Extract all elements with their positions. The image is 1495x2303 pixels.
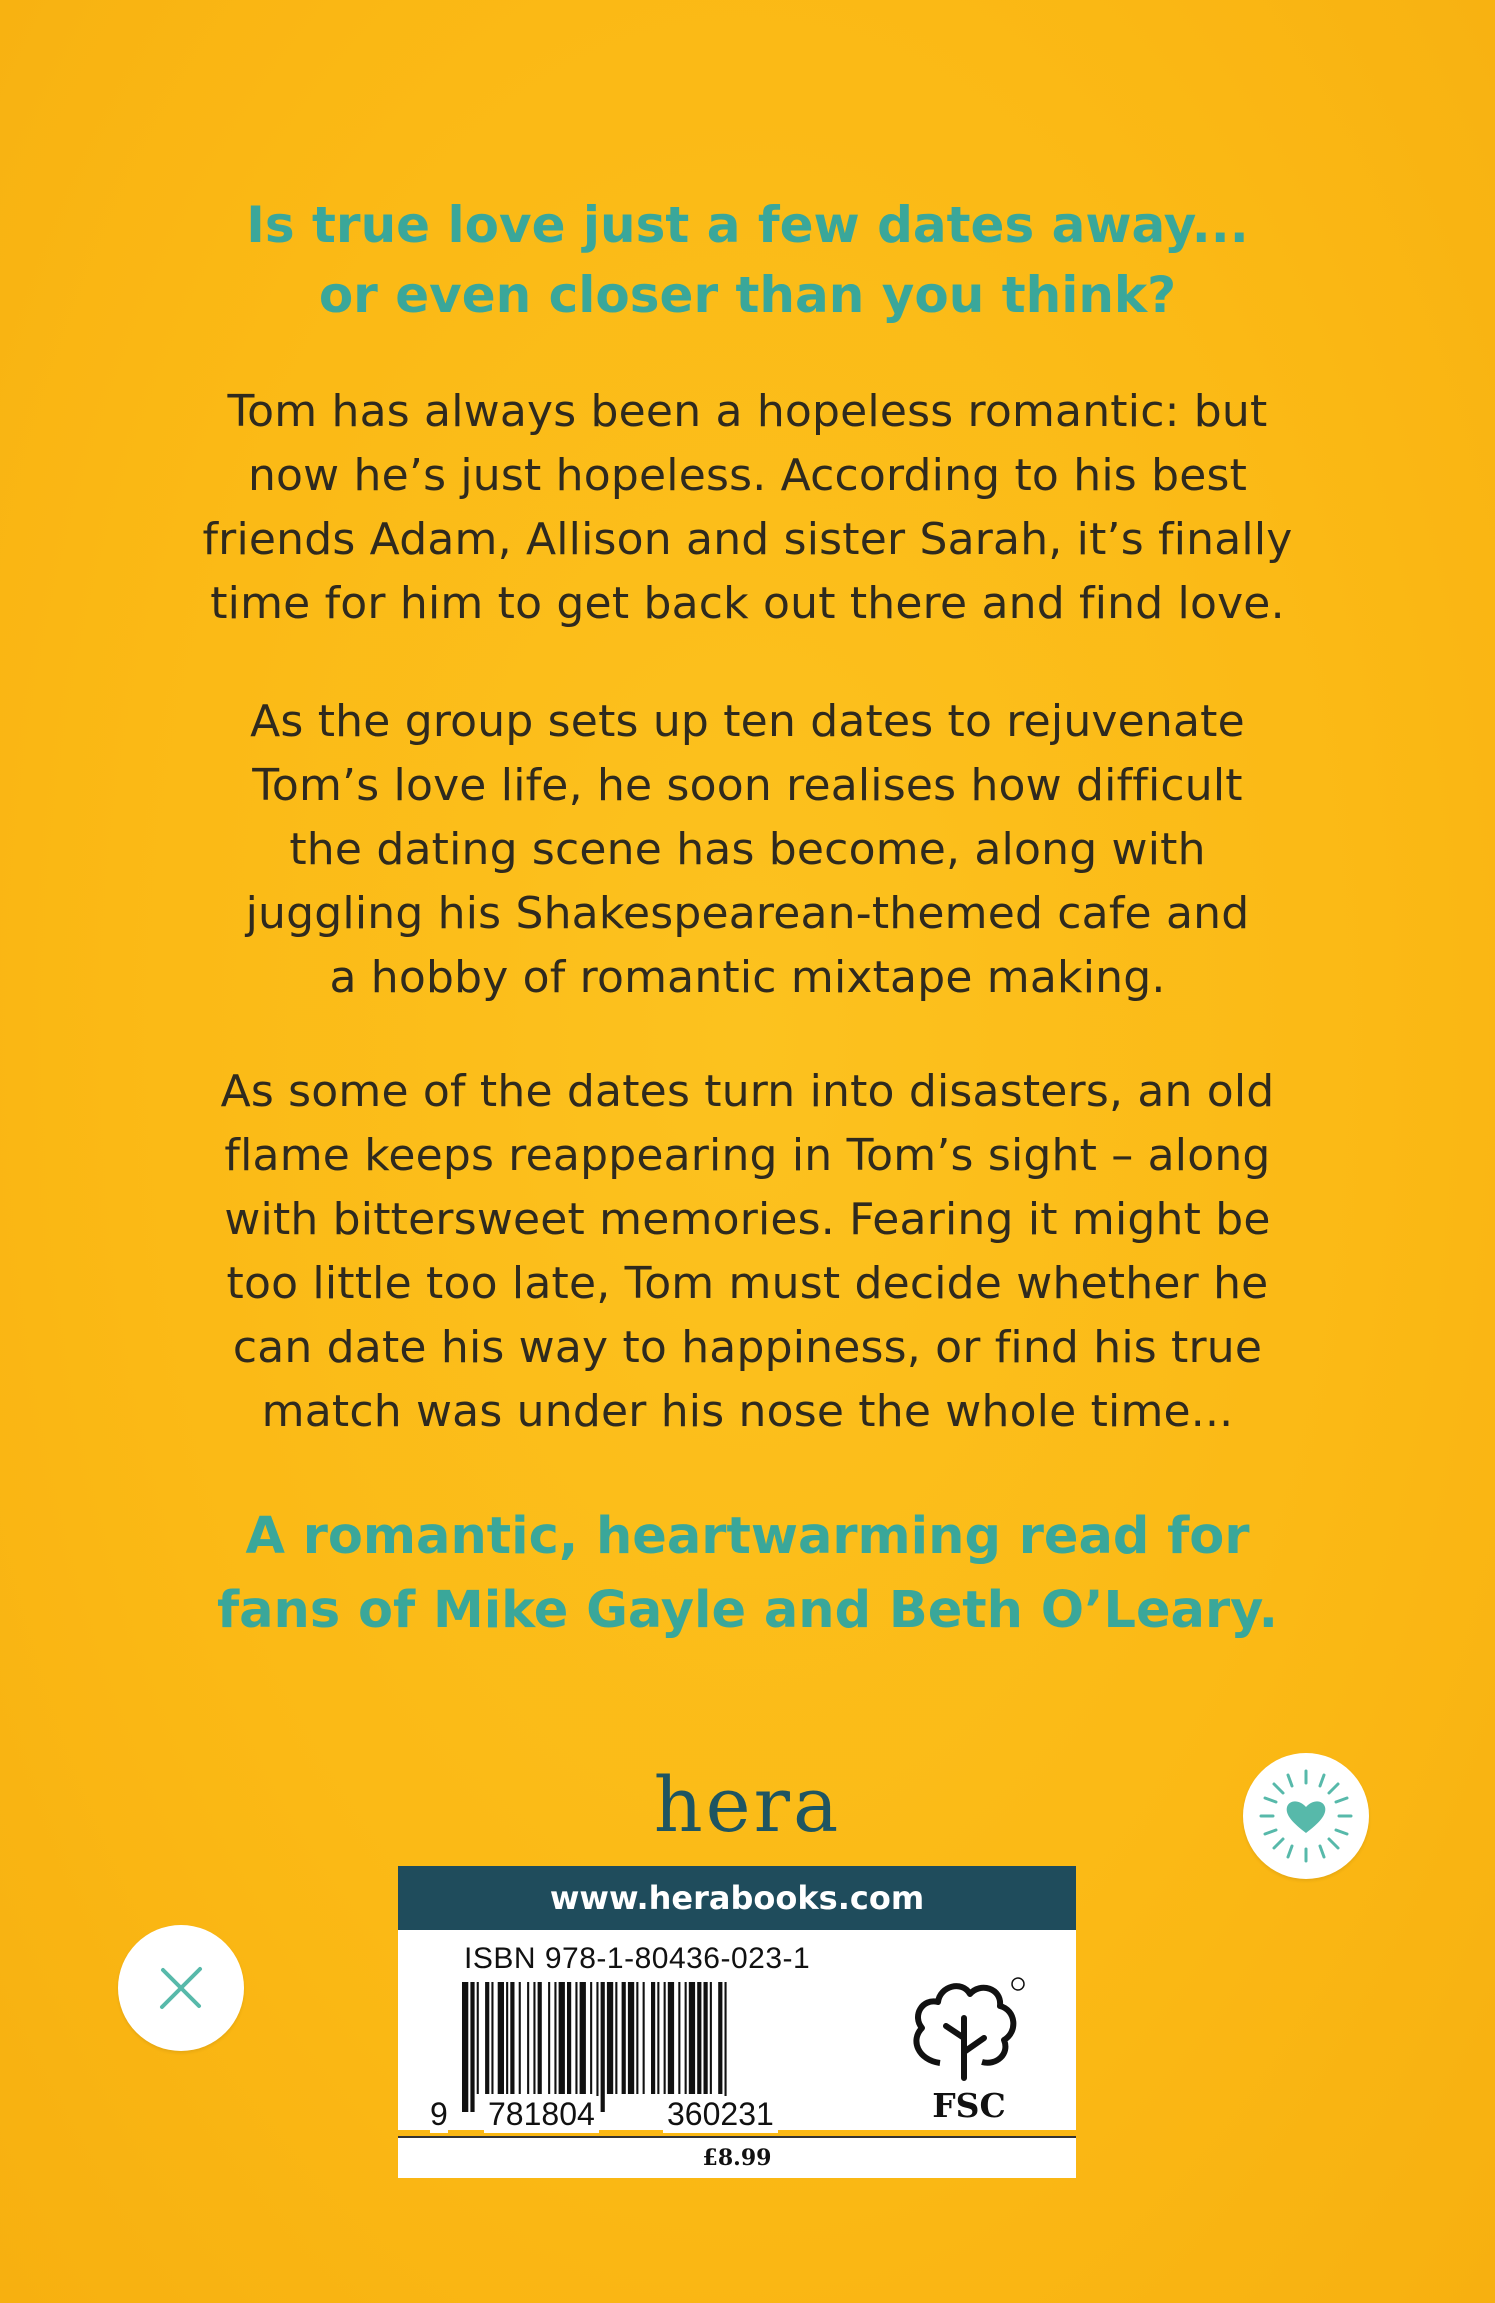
blurb-line: time for him to get back out there and find love. (210, 578, 1285, 629)
tagline-top-line-2: or even closer than you think? (318, 266, 1177, 324)
barcode-bar (462, 1982, 468, 2112)
publisher-logo: hera (653, 1760, 842, 1849)
barcode-bar (697, 1982, 701, 2094)
blurb-line: As the group sets up ten dates to rejuvenate (250, 696, 1245, 747)
fsc-tree-icon (900, 1968, 1030, 2088)
barcode-bar (575, 1982, 577, 2094)
blurb-line: now he’s just hopeless. According to his best (247, 450, 1248, 501)
barcode-bar (470, 1982, 474, 2112)
blurb-line: too little too late, Tom must decide whether he (226, 1258, 1269, 1309)
barcode-bar (559, 1982, 565, 2094)
barcode-graphic (398, 1978, 878, 2128)
barcode-bar (615, 1982, 617, 2094)
barcode-bar (607, 1982, 613, 2094)
tagline-bottom-line-2: fans of Mike Gayle and Beth O’Leary. (216, 1581, 1279, 1640)
tagline-bottom-line-1: A romantic, heartwarming read for (245, 1507, 1250, 1566)
barcode-bar (491, 1982, 493, 2094)
barcode-panel (398, 1866, 1076, 2171)
publisher-website: www.herabooks.com (398, 1866, 1076, 1930)
tagline-top (0, 190, 1495, 330)
barcode-digits-right: 360231 (663, 2096, 778, 2133)
blurb-line: flame keeps reappearing in Tom’s sight – along (224, 1130, 1271, 1181)
barcode-bar (533, 1982, 535, 2094)
blurb-paragraph-3 (150, 1060, 1345, 1444)
blurb-line: Tom’s love life, he soon realises how difficult (252, 760, 1243, 811)
blurb-line: juggling his Shakespearean-themed cafe and (245, 888, 1250, 939)
barcode-bar (527, 1982, 529, 2094)
barcode-bar (596, 1982, 598, 2112)
barcode-bar (506, 1982, 508, 2094)
barcode-digits-left: 781804 (484, 2096, 599, 2133)
barcode-bar (567, 1982, 571, 2094)
isbn-number: ISBN 978-1-80436-023-1 (464, 1942, 811, 1975)
barcode-bar (678, 1982, 680, 2094)
barcode-bar (554, 1982, 556, 2094)
blurb-line: match was under his nose the whole time... (261, 1386, 1234, 1437)
blurb-paragraph-2 (150, 690, 1345, 1010)
heart-sunburst-icon (1243, 1753, 1369, 1879)
barcode-bar (519, 1982, 521, 2094)
price: £8.99 (398, 2136, 1076, 2178)
barcode-bar (704, 1982, 708, 2094)
barcode-bar (590, 1982, 592, 2094)
barcode-bar (636, 1982, 638, 2094)
barcode-bar (485, 1982, 489, 2094)
blurb-line: a hobby of romantic mixtape making. (329, 952, 1166, 1003)
blurb-paragraph-1 (150, 380, 1345, 636)
fsc-label: FSC (932, 2086, 1006, 2125)
barcode-bar (538, 1982, 542, 2094)
blurb-line: with bittersweet memories. Fearing it might be (224, 1194, 1271, 1245)
blurb-line: can date his way to happiness, or find his true (232, 1322, 1263, 1373)
cross-icon (118, 1925, 244, 2051)
barcode-bar (601, 1982, 605, 2112)
blurb-line: As some of the dates turn into disasters, an old (220, 1066, 1275, 1117)
barcode-bar (510, 1982, 514, 2094)
barcode-bar (710, 1982, 712, 2094)
barcode-bar (668, 1982, 674, 2094)
blurb-line: the dating scene has become, along with (289, 824, 1206, 875)
blurb-line: friends Adam, Allison and sister Sarah, it’s finally (202, 514, 1293, 565)
barcode-digit-first: 9 (430, 2096, 448, 2132)
barcode-bar (725, 1982, 727, 2112)
barcode-bar (477, 1982, 479, 2094)
barcode-bar (657, 1982, 659, 2094)
barcode-bar (685, 1982, 687, 2094)
barcode-bar (651, 1982, 655, 2094)
barcode-bar (498, 1982, 504, 2094)
barcode-bar (580, 1982, 586, 2094)
barcode-bar (664, 1982, 666, 2094)
barcode-bar (718, 1982, 722, 2094)
barcode-bar (548, 1982, 550, 2094)
tagline-bottom (0, 1500, 1495, 1648)
barcode-bar (689, 1982, 695, 2094)
barcode-bar (628, 1982, 634, 2094)
barcode-bar (622, 1982, 626, 2094)
blurb-line: Tom has always been a hopeless romantic: but (227, 386, 1268, 437)
barcode-bar (643, 1982, 645, 2094)
tagline-top-line-1: Is true love just a few dates away... (246, 196, 1249, 254)
